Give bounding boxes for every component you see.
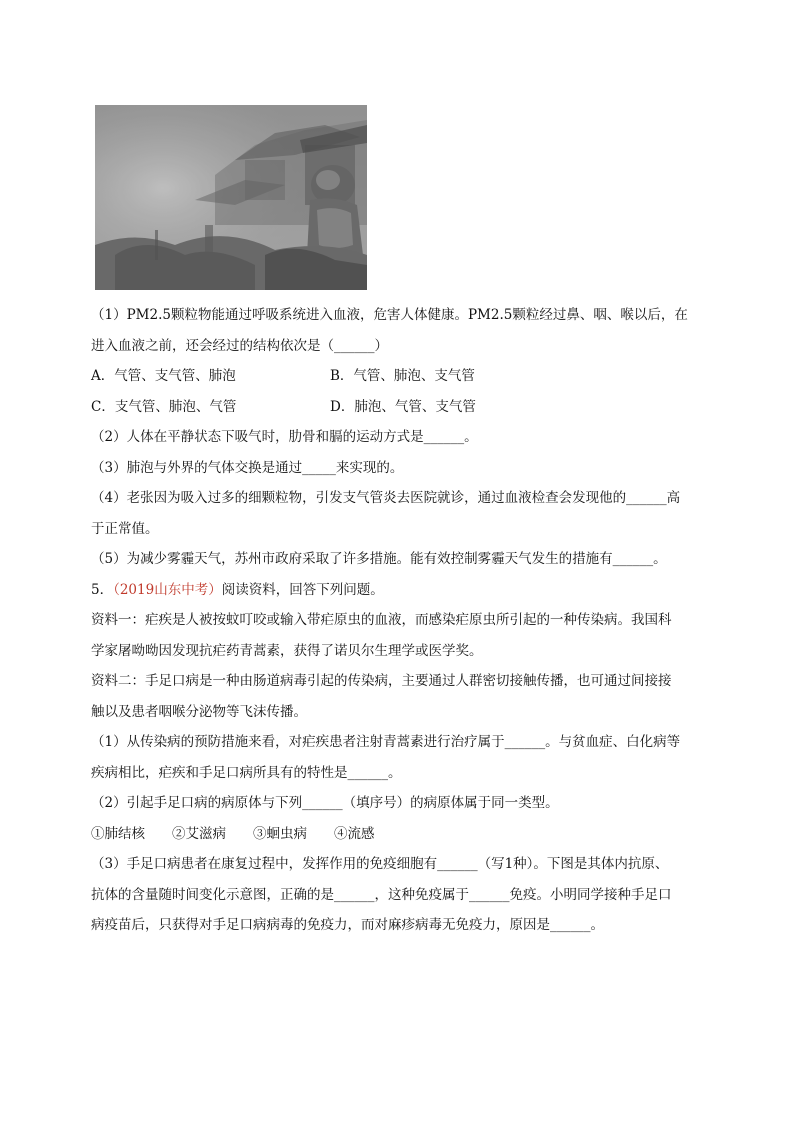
q5-source-tag: （2019山东中考） xyxy=(113,581,222,598)
q4-part2: （2）人体在平静状态下吸气时，肋骨和膈的运动方式是______。 xyxy=(91,429,478,445)
q5-part3-line2: 抗体的含量随时间变化示意图，正确的是______，这种免疫属于______免疫。小明同学接种手足口 xyxy=(91,886,672,903)
q5-part3-line3: 病疫苗后，只获得对手足口病病毒的免疫力，而对麻疹病毒无免疫力，原因是______。 xyxy=(91,917,604,933)
q5-stem: 阅读资料，回答下列问题。 xyxy=(221,581,384,598)
q4-option-a: A．气管、支气管、肺泡 xyxy=(91,368,236,384)
q5-part3-line1: （3）手足口病患者在康复过程中，发挥作用的免疫细胞有______（写1种）。下图是其体内抗原、 xyxy=(91,856,669,872)
q4-options-row1 xyxy=(91,361,705,392)
q5-material2-line2: 触以及患者咽喉分泌物等飞沫传播。 xyxy=(91,703,307,720)
q5-material1-line2: 学家屠呦呦因发现抗疟药青蒿素，获得了诺贝尔生理学或医学奖。 xyxy=(91,642,483,659)
q4-option-c: C．支气管、肺泡、气管 xyxy=(91,398,237,415)
q5-number: 5． xyxy=(91,581,114,598)
q5-part2: （2）引起手足口病的病原体与下列______（填序号）的病原体属于同一类型。 xyxy=(91,795,559,811)
q5-header xyxy=(91,575,705,606)
q5-part1-line1: （1）从传染病的预防措施来看，对疟疾患者注射青蒿素进行治疗属于______。与贫血症、白化病等 xyxy=(91,734,681,750)
q4-part4-line1: （4）老张因为吸入过多的细颗粒物，引发支气管炎去医院就诊，通过血液检查会发现他的______高 xyxy=(91,490,681,506)
q4-option-d: D．肺泡、气管、支气管 xyxy=(330,398,476,415)
q5-material2-line1: 资料二：手足口病是一种由肠道病毒引起的传染病，主要通过人群密切接触传播，也可通过间接接 xyxy=(91,673,672,689)
q4-options-row2 xyxy=(91,392,705,423)
haze-photo xyxy=(95,105,367,290)
q4-part4-line2: 于正常值。 xyxy=(91,520,159,537)
q4-part1-line1: （1）PM2.5颗粒物能通过呼吸系统进入血液，危害人体健康。PM2.5颗粒经过鼻、咽、喉以后，在 xyxy=(91,307,688,323)
question-body xyxy=(91,300,705,941)
q4-part3: （3）肺泡与外界的气体交换是通过_____来实现的。 xyxy=(91,459,404,476)
q5-part2-options: ①肺结核 ②艾滋病 ③蛔虫病 ④流感 xyxy=(91,825,375,842)
q4-option-b: B．气管、肺泡、支气管 xyxy=(330,368,475,384)
q5-material1-line1: 资料一：疟疾是人被按蚊叮咬或输入带疟原虫的血液，而感染疟原虫所引起的一种传染病。我国科 xyxy=(91,612,672,628)
q4-part5: （5）为减少雾霾天气，苏州市政府采取了许多措施。能有效控制雾霾天气发生的措施有______。 xyxy=(91,551,667,567)
q5-part1-line2: 疾病相比，疟疾和手足口病所具有的特性是______。 xyxy=(91,764,402,781)
q4-part1-line2: 进入血液之前，还会经过的结构依次是（______） xyxy=(91,337,388,354)
